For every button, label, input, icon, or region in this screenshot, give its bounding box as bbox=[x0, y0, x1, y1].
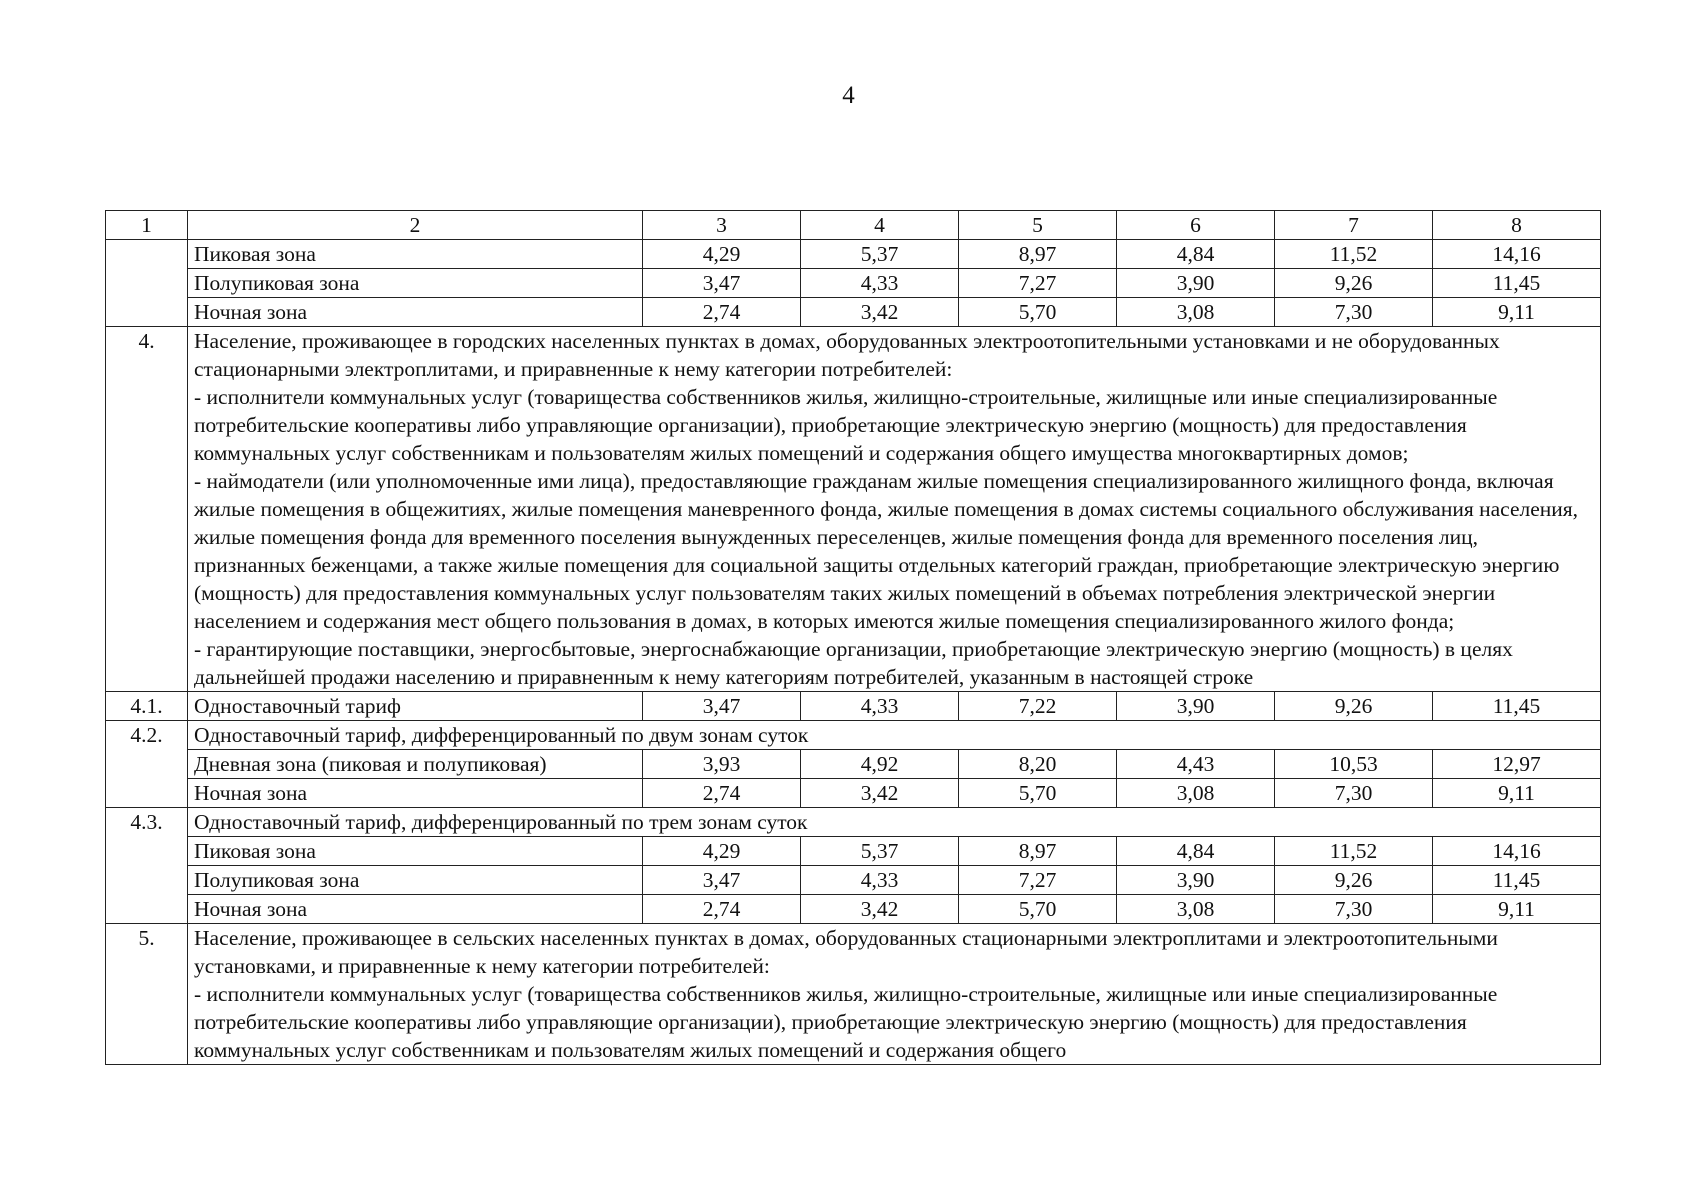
header-row bbox=[106, 211, 1601, 240]
table-row bbox=[106, 298, 1601, 327]
tariff-value: 2,74 bbox=[643, 895, 801, 924]
tariff-value: 3,93 bbox=[643, 750, 801, 779]
tariff-value: 8,20 bbox=[959, 750, 1117, 779]
tariff-value: 7,27 bbox=[959, 866, 1117, 895]
tariff-value: 5,70 bbox=[959, 895, 1117, 924]
table-row bbox=[106, 692, 1601, 721]
tariff-value: 5,70 bbox=[959, 779, 1117, 808]
zone-label: Полупиковая зона bbox=[188, 269, 643, 298]
section-4-row bbox=[106, 327, 1601, 692]
tariff-value: 3,42 bbox=[801, 298, 959, 327]
table-row bbox=[106, 866, 1601, 895]
tariff-value: 9,11 bbox=[1433, 298, 1601, 327]
zone-label: Дневная зона (пиковая и полупиковая) bbox=[188, 750, 643, 779]
tariff-value: 4,92 bbox=[801, 750, 959, 779]
tariff-table bbox=[105, 210, 1601, 1065]
tariff-value: 3,42 bbox=[801, 779, 959, 808]
row-number-empty bbox=[106, 240, 188, 327]
tariff-value: 11,52 bbox=[1275, 837, 1433, 866]
tariff-value: 11,52 bbox=[1275, 240, 1433, 269]
tariff-value: 11,45 bbox=[1433, 692, 1601, 721]
tariff-value: 2,74 bbox=[643, 779, 801, 808]
tariff-value: 4,33 bbox=[801, 692, 959, 721]
zone-label: Пиковая зона bbox=[188, 837, 643, 866]
zone-label: Ночная зона bbox=[188, 895, 643, 924]
table-row bbox=[106, 837, 1601, 866]
header-cell: 4 bbox=[801, 211, 959, 240]
table-row bbox=[106, 721, 1601, 750]
tariff-value: 4,29 bbox=[643, 240, 801, 269]
row-number: 4.2. bbox=[106, 721, 188, 808]
tariff-value: 3,08 bbox=[1117, 779, 1275, 808]
section-4-line: - гарантирующие поставщики, энергосбытовые, энергоснабжающие организации, приобретающие электрическую энергию (мощность) в целях дальнейшей продажи населению и приравненным к нему категориям потребителей, указанным в настоящей строке bbox=[194, 637, 1513, 689]
tariff-label: Одноставочный тариф, дифференцированный по трем зонам суток bbox=[188, 808, 1601, 837]
header-cell: 6 bbox=[1117, 211, 1275, 240]
table-row bbox=[106, 269, 1601, 298]
table-row bbox=[106, 750, 1601, 779]
row-number: 4.1. bbox=[106, 692, 188, 721]
tariff-label: Одноставочный тариф bbox=[188, 692, 643, 721]
tariff-value: 9,11 bbox=[1433, 779, 1601, 808]
zone-label: Ночная зона bbox=[188, 779, 643, 808]
table-row bbox=[106, 895, 1601, 924]
tariff-value: 3,08 bbox=[1117, 298, 1275, 327]
tariff-value: 3,47 bbox=[643, 866, 801, 895]
tariff-value: 4,33 bbox=[801, 866, 959, 895]
section-5-description bbox=[188, 924, 1601, 1065]
tariff-value: 10,53 bbox=[1275, 750, 1433, 779]
tariff-value: 3,47 bbox=[643, 269, 801, 298]
tariff-value: 4,84 bbox=[1117, 240, 1275, 269]
section-4-description bbox=[188, 327, 1601, 692]
tariff-value: 3,90 bbox=[1117, 692, 1275, 721]
tariff-value: 9,26 bbox=[1275, 269, 1433, 298]
tariff-value: 4,29 bbox=[643, 837, 801, 866]
tariff-value: 7,22 bbox=[959, 692, 1117, 721]
tariff-value: 7,27 bbox=[959, 269, 1117, 298]
zone-label: Пиковая зона bbox=[188, 240, 643, 269]
header-cell: 2 bbox=[188, 211, 643, 240]
tariff-value: 7,30 bbox=[1275, 895, 1433, 924]
tariff-value: 9,26 bbox=[1275, 692, 1433, 721]
zone-label: Ночная зона bbox=[188, 298, 643, 327]
header-cell: 3 bbox=[643, 211, 801, 240]
section-5-row bbox=[106, 924, 1601, 1065]
page-number: 4 bbox=[842, 82, 855, 109]
tariff-value: 8,97 bbox=[959, 240, 1117, 269]
section-4-line: - наймодатели (или уполномоченные ими лица), предоставляющие гражданам жилые помещения специализированного жилищного фонда, включая жилые помещения в общежитиях, жилые помещения маневренного фонда, жилые помещения в домах системы социального обслуживания населения, жилые помещения фонда для временного поселения вынужденных переселенцев, жилые помещения фонда для временного поселения лиц, признанных беженцами, а также жилые помещения для социальной защиты отдельных категорий граждан, приобретающие электрическую энергию (мощность) для предоставления коммунальных услуг пользователям таких жилых помещений в объемах потребления электрической энергии населением и содержания мест общего пользования в домах, в которых имеются жилые помещения специализированного жилого фонда; bbox=[194, 469, 1579, 633]
section-5-line: Население, проживающее в сельских населенных пунктах в домах, оборудованных стационарными электроплитами и электроотопительными установками, и приравненные к нему категории потребителей: bbox=[194, 926, 1498, 978]
section-5-line: - исполнители коммунальных услуг (товарищества собственников жилья, жилищно-строительные, жилищные или иные специализированные потребительские кооперативы либо управляющие организации), приобретающие электрическую энергию (мощность) для предоставления коммунальных услуг собственникам и пользователям жилых помещений и содержания общего bbox=[194, 982, 1498, 1062]
tariff-value: 14,16 bbox=[1433, 240, 1601, 269]
section-4-line: Население, проживающее в городских населенных пунктах в домах, оборудованных электроотопительными установками и не оборудованных стационарными электроплитами, и приравненные к нему категории потребителей: bbox=[194, 329, 1500, 381]
header-cell: 1 bbox=[106, 211, 188, 240]
row-number: 4. bbox=[106, 327, 188, 692]
header-cell: 7 bbox=[1275, 211, 1433, 240]
row-number: 5. bbox=[106, 924, 188, 1065]
table-row bbox=[106, 808, 1601, 837]
tariff-value: 3,90 bbox=[1117, 269, 1275, 298]
section-4-line: - исполнители коммунальных услуг (товарищества собственников жилья, жилищно-строительные, жилищные или иные специализированные потребительские кооперативы либо управляющие организации), приобретающие электрическую энергию (мощность) для предоставления коммунальных услуг собственникам и пользователям жилых помещений и содержания общего имущества многоквартирных домов; bbox=[194, 385, 1498, 465]
tariff-value: 11,45 bbox=[1433, 866, 1601, 895]
table-row bbox=[106, 240, 1601, 269]
tariff-value: 2,74 bbox=[643, 298, 801, 327]
zone-label: Полупиковая зона bbox=[188, 866, 643, 895]
tariff-value: 4,84 bbox=[1117, 837, 1275, 866]
tariff-value: 4,43 bbox=[1117, 750, 1275, 779]
tariff-value: 5,37 bbox=[801, 240, 959, 269]
tariff-value: 8,97 bbox=[959, 837, 1117, 866]
tariff-value: 5,37 bbox=[801, 837, 959, 866]
tariff-value: 7,30 bbox=[1275, 779, 1433, 808]
tariff-value: 7,30 bbox=[1275, 298, 1433, 327]
tariff-value: 9,11 bbox=[1433, 895, 1601, 924]
tariff-value: 4,33 bbox=[801, 269, 959, 298]
tariff-value: 3,90 bbox=[1117, 866, 1275, 895]
header-cell: 5 bbox=[959, 211, 1117, 240]
tariff-value: 14,16 bbox=[1433, 837, 1601, 866]
row-number: 4.3. bbox=[106, 808, 188, 924]
tariff-value: 9,26 bbox=[1275, 866, 1433, 895]
tariff-value: 5,70 bbox=[959, 298, 1117, 327]
tariff-label: Одноставочный тариф, дифференцированный по двум зонам суток bbox=[188, 721, 1601, 750]
table-row bbox=[106, 779, 1601, 808]
header-cell: 8 bbox=[1433, 211, 1601, 240]
tariff-value: 3,42 bbox=[801, 895, 959, 924]
tariff-value: 3,08 bbox=[1117, 895, 1275, 924]
tariff-value: 12,97 bbox=[1433, 750, 1601, 779]
tariff-value: 3,47 bbox=[643, 692, 801, 721]
tariff-value: 11,45 bbox=[1433, 269, 1601, 298]
